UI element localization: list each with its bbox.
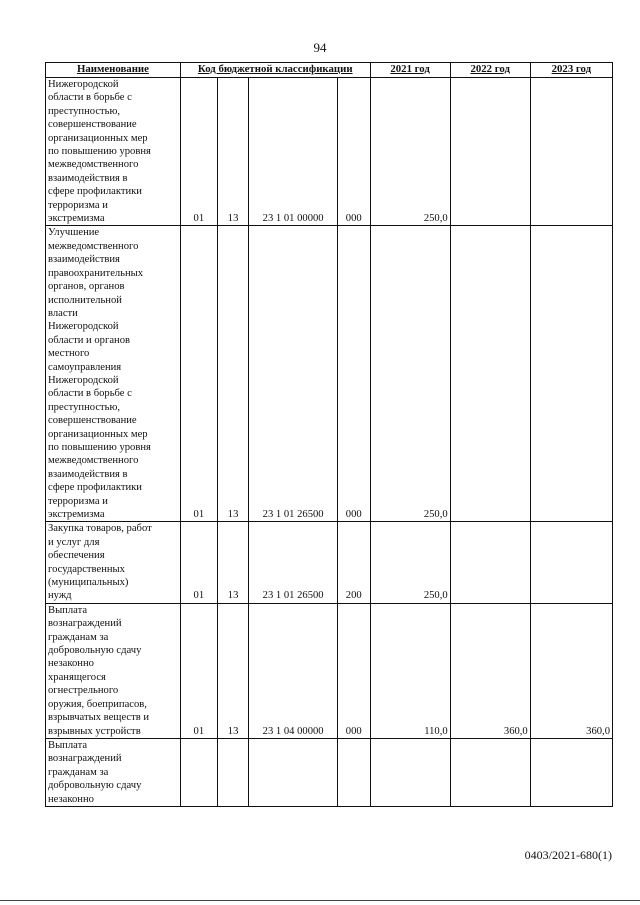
amount-2023: [530, 522, 612, 603]
document-code: 0403/2021-680(1): [524, 848, 612, 862]
amount-2021: [370, 738, 450, 806]
row-name-line: вознаграждений: [48, 753, 122, 765]
row-name-line: власти: [48, 307, 78, 319]
row-name-line: (муниципальных): [48, 577, 129, 589]
subsection-code: 13: [217, 603, 249, 738]
table-header-row: [46, 63, 613, 78]
row-name-line: вознаграждений: [48, 618, 122, 630]
row-name: [46, 603, 181, 738]
row-name: [46, 738, 181, 806]
row-name-line: хранящегося: [48, 671, 106, 683]
subsection-code: 13: [217, 226, 249, 522]
amount-2021: 250,0: [370, 226, 450, 522]
row-name-line: организационных мер: [48, 428, 148, 440]
row-name-line: гражданам за: [48, 631, 109, 643]
section-code: [180, 738, 217, 806]
row-name-line: по повышению уровня: [48, 441, 151, 453]
table-row: [46, 78, 613, 226]
subsection-code: 13: [217, 78, 249, 226]
header-name: Наименование: [46, 63, 181, 78]
row-name-line: Нижегородской: [48, 321, 119, 333]
expense-type-code: 200: [337, 522, 370, 603]
header-2023: 2023 год: [530, 63, 612, 78]
target-article-code: 23 1 01 26500: [249, 226, 338, 522]
row-name-line: области в борьбе с: [48, 92, 132, 104]
row-name-line: экстремизма: [48, 213, 105, 225]
row-name-line: области и органов: [48, 334, 130, 346]
expense-type-code: [337, 738, 370, 806]
row-name-line: преступностью,: [48, 401, 121, 413]
row-name-line: и услуг для: [48, 536, 100, 548]
row-name-line: межведомственного: [48, 159, 139, 171]
table-row: [46, 738, 613, 806]
table-row: [46, 603, 613, 738]
row-name-line: добровольную сдачу: [48, 645, 142, 657]
row-name-line: экстремизма: [48, 509, 105, 520]
expense-type-code: 000: [337, 78, 370, 226]
header-budget-code: Код бюджетной классификации: [180, 63, 370, 78]
row-name-line: правоохранительных: [48, 267, 144, 279]
table-row: [46, 522, 613, 603]
row-name-line: Нижегородской: [48, 79, 119, 90]
section-code: 01: [180, 603, 217, 738]
row-name-line: совершенствование: [48, 415, 137, 427]
table-body: [46, 78, 613, 807]
row-name-line: добровольную сдачу: [48, 780, 142, 792]
table-row: [46, 226, 613, 522]
row-name-line: органов, органов: [48, 281, 125, 293]
row-name-line: местного: [48, 348, 90, 360]
row-name-line: Выплата: [48, 604, 88, 616]
row-name-line: преступностью,: [48, 105, 121, 117]
target-article-code: 23 1 01 00000: [249, 78, 338, 226]
budget-table: [45, 62, 613, 807]
amount-2021: 110,0: [370, 603, 450, 738]
footer-divider: [0, 900, 640, 901]
row-name-line: межведомственного: [48, 455, 139, 467]
amount-2022: [450, 226, 530, 522]
row-name-line: исполнительной: [48, 294, 122, 306]
target-article-code: 23 1 04 00000: [249, 603, 338, 738]
row-name-line: обеспечения: [48, 550, 105, 562]
row-name-line: сфере профилактики: [48, 186, 142, 198]
row-name-line: взаимодействия: [48, 254, 120, 266]
row-name-line: взрывчатых веществ и: [48, 712, 150, 724]
row-name-line: государственных: [48, 563, 125, 575]
amount-2022: [450, 522, 530, 603]
row-name-line: Улучшение: [48, 227, 100, 239]
amount-2022: [450, 738, 530, 806]
amount-2022: [450, 78, 530, 226]
subsection-code: 13: [217, 522, 249, 603]
expense-type-code: 000: [337, 603, 370, 738]
row-name-line: взаимодействия в: [48, 172, 128, 184]
section-code: 01: [180, 226, 217, 522]
amount-2023: [530, 226, 612, 522]
row-name-line: совершенствование: [48, 119, 137, 131]
row-name: [46, 522, 181, 603]
row-name: [46, 78, 181, 226]
expense-type-code: 000: [337, 226, 370, 522]
amount-2023: [530, 78, 612, 226]
row-name-line: незаконно: [48, 658, 94, 670]
page-number: 94: [313, 40, 327, 55]
row-name-line: по повышению уровня: [48, 146, 151, 158]
row-name-line: нужд: [48, 590, 72, 602]
amount-2021: 250,0: [370, 522, 450, 603]
row-name-line: взрывных устройств: [48, 725, 141, 737]
header-2022: 2022 год: [450, 63, 530, 78]
amount-2021: 250,0: [370, 78, 450, 226]
row-name-line: Закупка товаров, работ: [48, 523, 152, 535]
row-name-line: Нижегородской: [48, 374, 119, 386]
row-name-line: гражданам за: [48, 766, 109, 778]
row-name-line: огнестрельного: [48, 685, 119, 697]
row-name-line: самоуправления: [48, 361, 122, 373]
row-name-line: Выплата: [48, 739, 88, 751]
amount-2023: 360,0: [530, 603, 612, 738]
row-name-line: терроризма и: [48, 199, 108, 211]
row-name-line: взаимодействия в: [48, 468, 128, 480]
row-name-line: оружия, боеприпасов,: [48, 698, 147, 710]
subsection-code: [217, 738, 249, 806]
row-name-line: терроризма и: [48, 495, 108, 507]
amount-2023: [530, 738, 612, 806]
header-2021: 2021 год: [370, 63, 450, 78]
row-name-line: области в борьбе с: [48, 388, 132, 400]
amount-2022: 360,0: [450, 603, 530, 738]
row-name-line: сфере профилактики: [48, 482, 142, 494]
section-code: 01: [180, 522, 217, 603]
section-code: 01: [180, 78, 217, 226]
row-name-line: незаконно: [48, 793, 94, 805]
row-name-line: межведомственного: [48, 240, 139, 252]
target-article-code: 23 1 01 26500: [249, 522, 338, 603]
target-article-code: [249, 738, 338, 806]
row-name-line: организационных мер: [48, 132, 148, 144]
row-name: [46, 226, 181, 522]
